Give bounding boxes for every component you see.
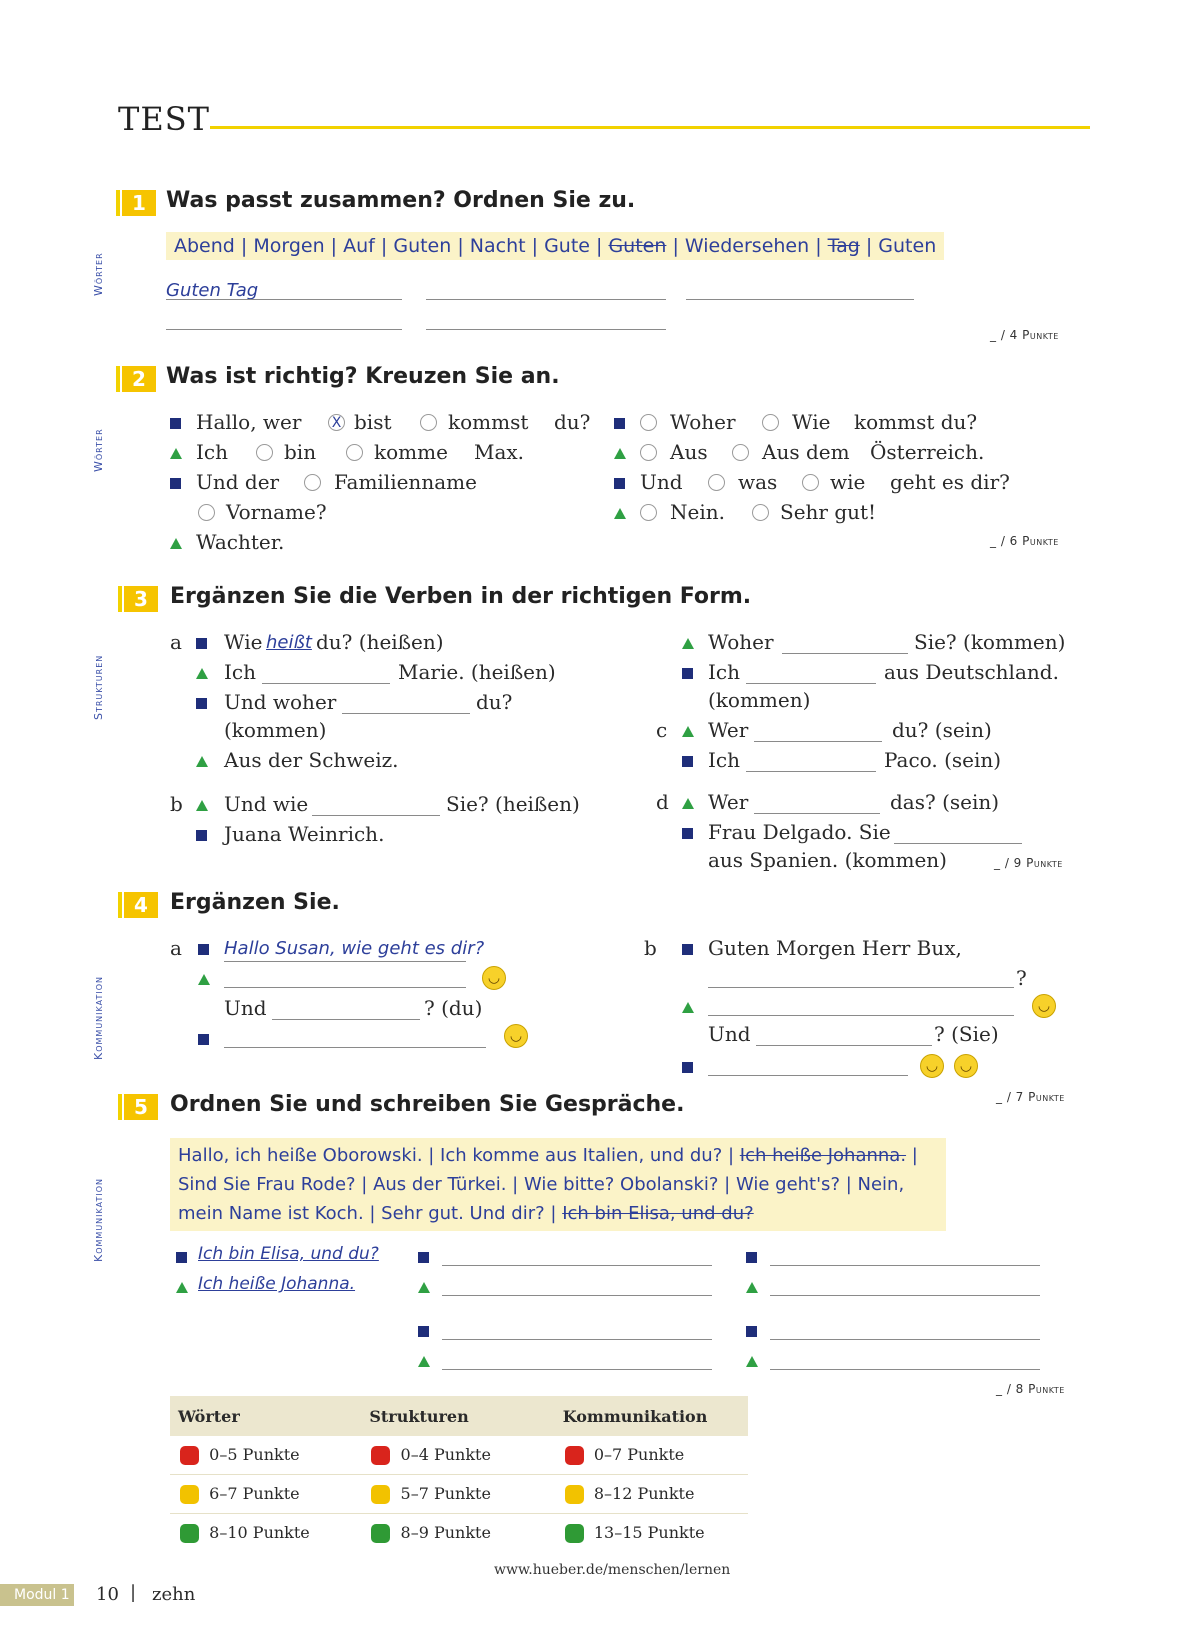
answer-line[interactable] [224,960,466,962]
item-letter: d [656,790,669,814]
table-cell [555,1523,748,1543]
table-cell [361,1523,554,1543]
text: Und [224,996,267,1020]
footer-url[interactable]: www.hueber.de/menschen/lernen [494,1562,731,1578]
checkbox[interactable] [802,474,819,491]
option-label: Nein. [670,500,725,524]
option-label: Wie [792,410,831,434]
answer-line[interactable] [770,1338,1040,1340]
speaker-a-square [746,1326,757,1337]
speaker-a-square [196,698,207,709]
word-used: Tag [827,235,860,257]
speaker-a-square [682,668,693,679]
smiley-icon: ◡ [504,1024,528,1048]
points-label: _ / 9 Punkte [994,856,1063,870]
side-label-kommunikation-1: Kommunikation [92,976,105,1060]
sentence-used: Ich heiße Johanna. [739,1145,907,1166]
table-cell [555,1445,748,1465]
checkbox[interactable] [732,444,749,461]
text: Und wie [224,792,309,816]
checkbox[interactable] [304,474,321,491]
speaker-a-square [418,1326,429,1337]
answer-line[interactable] [770,1294,1040,1296]
item-letter: b [644,936,657,960]
option-label: Aus [670,440,708,464]
answer-line[interactable] [708,1074,908,1076]
text: Juana Weinrich. [224,822,385,846]
text: (kommen) [708,688,811,712]
task-marker [118,1094,122,1120]
yellow-dot-icon [565,1485,584,1504]
sentence-box [170,1138,946,1231]
item-letter: b [170,792,183,816]
task-title: Ordnen Sie und schreiben Sie Gespräche. [170,1092,685,1117]
speaker-b-triangle [198,974,210,985]
speaker-b-triangle [682,1002,694,1013]
smiley-icon: ◡ [954,1054,978,1078]
score-table-header [170,1396,748,1436]
question-mark: ? [1016,966,1027,990]
answer-line[interactable] [708,986,1014,988]
text: Wie [224,630,263,654]
answer-line[interactable] [754,740,882,742]
speaker-b-triangle [614,508,626,519]
speaker-a-square [170,418,181,429]
text: Marie. (heißen) [398,660,556,684]
green-dot-icon [180,1524,199,1543]
table-row [170,1436,748,1475]
item-letter: a [170,936,182,960]
speaker-b-triangle [614,448,626,459]
cell-text: 0–4 Punkte [400,1445,491,1464]
speaker-b-triangle [196,668,208,679]
text: du? (heißen) [316,630,444,654]
checkbox[interactable] [708,474,725,491]
word: Nacht [469,235,526,257]
speaker-a-square [614,478,625,489]
option-label: wie [830,470,866,494]
task-number: 5 [124,1094,158,1120]
speaker-b-triangle [682,726,694,737]
side-label-strukturen: Strukturen [92,654,105,720]
option-label: Woher [670,410,736,434]
text: du? [554,410,591,434]
text: Max. [474,440,525,464]
word-box: Abend | Morgen | Auf | Guten | Nacht | Gute | Guten | Wiedersehen | Tag | Guten [166,232,944,260]
word: Wiedersehen [684,235,810,257]
task-marker [118,892,122,918]
answer-line[interactable] [442,1264,712,1266]
option-label: kommst [448,410,529,434]
text: aus Deutschland. [884,660,1059,684]
checkbox[interactable] [752,504,769,521]
cell-text: 8–12 Punkte [593,1484,695,1503]
answer-line[interactable] [746,682,876,684]
table-row [170,1475,748,1514]
speaker-b-triangle [170,538,182,549]
text: Und woher [224,690,337,714]
text: aus Spanien. (kommen) [708,848,947,872]
checkbox[interactable] [640,504,657,521]
title-rule [210,126,1090,129]
text: Und [640,470,683,494]
handwritten-answer: Hallo Susan, wie geht es dir? [224,938,485,959]
text: Österreich. [870,440,985,464]
sentence-line [178,1141,938,1170]
points-label: _ / 4 Punkte [990,328,1059,342]
cell-text: 8–10 Punkte [209,1523,310,1542]
table-cell [361,1445,554,1465]
answer-line[interactable] [312,814,440,816]
task-marker [116,190,120,216]
answer-line[interactable] [342,712,470,714]
checkbox[interactable] [762,414,779,431]
speaker-a-square [746,1252,757,1263]
page-title: TEST [118,100,210,138]
speaker-b-triangle [746,1356,758,1367]
red-dot-icon [180,1446,199,1465]
speaker-a-square [196,638,207,649]
text: Ich [708,660,740,684]
speaker-a-square [682,1062,693,1073]
side-label-kommunikation-2: Kommunikation [92,1178,105,1262]
text: Ich [708,748,740,772]
text: Wer [708,790,749,814]
speaker-a-square [682,944,693,955]
handwritten-answer: heißt [266,632,312,653]
speaker-a-square [614,418,625,429]
option-label: Familienname [334,470,477,494]
word: Morgen [253,235,325,257]
text: geht es dir? [890,470,1010,494]
text: ? (Sie) [934,1022,999,1046]
red-dot-icon [565,1446,584,1465]
answer-line[interactable] [442,1338,712,1340]
speaker-b-triangle [176,1282,188,1293]
answer-line[interactable] [686,298,914,300]
task-marker [118,586,122,612]
points-label: _ / 6 Punkte [990,534,1059,548]
text: ? (du) [424,996,483,1020]
item-letter: c [656,718,668,742]
side-label-woerter-2: Wörter [92,428,105,472]
smiley-icon: ◡ [920,1054,944,1078]
speaker-b-triangle [418,1356,430,1367]
table-cell [170,1523,361,1543]
task-title: Ergänzen Sie. [170,890,340,915]
cell-text: 5–7 Punkte [400,1484,491,1503]
answer-line[interactable] [262,682,390,684]
text: Ich [196,440,228,464]
word: Guten [878,235,937,257]
answer-line[interactable] [754,812,880,814]
task-number: 3 [124,586,158,612]
item-letter: a [170,630,182,654]
sentence-line: Sind Sie Frau Rode? | Aus der Türkei. | Wie bitte? Obolanski? | Wie geht's? | Nein, [178,1174,905,1195]
cell-text: 8–9 Punkte [400,1523,491,1542]
points-label: _ / 8 Punkte [996,1382,1065,1396]
handwritten-answer: Ich heiße Johanna. [198,1274,356,1294]
checkbox[interactable] [420,414,437,431]
answer-line[interactable] [166,328,402,330]
word: Gute [544,235,590,257]
table-row [170,1514,748,1552]
text: du? (sein) [892,718,992,742]
speaker-a-square [176,1252,187,1263]
text: Sie? (heißen) [446,792,580,816]
word: Abend [174,235,235,257]
speaker-a-square [682,828,693,839]
speaker-b-triangle [746,1282,758,1293]
task-title: Was ist richtig? Kreuzen Sie an. [166,364,560,389]
text: Paco. (sein) [884,748,1002,772]
task-title: Ergänzen Sie die Verben in der richtigen Form. [170,584,752,609]
answer-line[interactable] [166,298,402,300]
option-label: bist [354,410,392,434]
answer-line[interactable] [442,1368,712,1370]
option-label: was [738,470,778,494]
checkbox[interactable] [256,444,273,461]
cell-text: 13–15 Punkte [593,1523,705,1542]
text: Ich [224,660,256,684]
text: Woher [708,630,774,654]
task-marker [116,366,120,392]
smiley-icon: ◡ [482,966,506,990]
checkbox-checked[interactable] [328,414,345,431]
text: Frau Delgado. Sie [708,820,891,844]
green-dot-icon [565,1524,584,1543]
word-used: Guten [608,235,667,257]
green-dot-icon [371,1524,390,1543]
answer-line[interactable] [894,842,1022,844]
speaker-a-square [170,478,181,489]
answer-line[interactable] [442,1294,712,1296]
answer-line[interactable] [272,1018,420,1020]
speaker-a-square [682,756,693,767]
table-cell [361,1484,554,1504]
answer-line[interactable] [756,1044,932,1046]
text: du? [476,690,513,714]
table-cell [170,1445,361,1465]
module-tab: Modul 1 [0,1584,74,1606]
text: Aus der Schweiz. [224,748,399,772]
option-label: Vorname? [226,500,327,524]
text: Wachter. [196,530,285,554]
speaker-b-triangle [196,756,208,767]
yellow-dot-icon [180,1485,199,1504]
cross-mark: X [331,414,342,431]
score-table [170,1396,748,1552]
sentence-text: Hallo, ich heiße Oborowski. | Ich komme aus Italien, und du? | [178,1145,735,1166]
answer-line[interactable] [224,986,466,988]
side-label-woerter-1: Wörter [92,252,105,296]
text: das? (sein) [890,790,1000,814]
header-cell: Strukturen [369,1406,469,1426]
cell-text: 6–7 Punkte [209,1484,300,1503]
smiley-icon: ◡ [1032,994,1056,1018]
text: Und [708,1022,751,1046]
table-cell [555,1484,748,1504]
header-cell: Kommunikation [562,1406,708,1426]
text: Und der [196,470,280,494]
option-label: bin [284,440,317,464]
answer-line[interactable] [770,1368,1040,1370]
checkbox[interactable] [640,444,657,461]
speaker-a-square [198,1034,209,1045]
page-number-word: zehn [152,1584,196,1605]
answer-line[interactable] [770,1264,1040,1266]
answer-line[interactable] [708,1014,1014,1016]
word: Guten [393,235,452,257]
task-number: 4 [124,892,158,918]
cell-text: 0–7 Punkte [593,1445,685,1464]
task-number: 1 [122,190,156,216]
checkbox[interactable] [346,444,363,461]
header-cell: Wörter [178,1406,240,1426]
separator: | [911,1145,918,1166]
text: Guten Morgen Herr Bux, [708,936,962,960]
option-label: Sehr gut! [780,500,877,524]
answer-line[interactable] [782,652,908,654]
handwritten-answer: Ich bin Elisa, und du? [198,1244,379,1264]
task-title: Was passt zusammen? Ordnen Sie zu. [166,188,636,213]
option-label: komme [374,440,448,464]
answer-line[interactable] [746,770,876,772]
text: kommst du? [854,410,978,434]
sentence-line [178,1199,938,1228]
text: (kommen) [224,718,327,742]
points-label: _ / 7 Punkte [996,1090,1065,1104]
checkbox[interactable] [640,414,657,431]
table-cell [170,1484,361,1504]
speaker-b-triangle [196,800,208,811]
checkbox[interactable] [198,504,215,521]
word: Auf [343,235,375,257]
text: Sie? (kommen) [914,630,1066,654]
text: Hallo, wer [196,410,302,434]
sentence-used: Ich bin Elisa, und du? [562,1203,754,1224]
speaker-a-square [196,830,207,841]
speaker-a-square [418,1252,429,1263]
option-label: Aus dem [762,440,850,464]
speaker-b-triangle [682,638,694,649]
text: Wer [708,718,749,742]
sentence-text: mein Name ist Koch. | Sehr gut. Und dir? | [178,1203,557,1224]
answer-line[interactable] [224,1046,486,1048]
cell-text: 0–5 Punkte [209,1445,300,1464]
red-dot-icon [371,1446,390,1465]
speaker-a-square [198,944,209,955]
page-number: 10 [96,1584,119,1605]
handwritten-answer: Guten Tag [166,280,259,301]
page-separator: | [130,1582,137,1603]
speaker-b-triangle [170,448,182,459]
speaker-b-triangle [682,798,694,809]
speaker-b-triangle [418,1282,430,1293]
answer-line[interactable] [426,298,666,300]
task-number: 2 [122,366,156,392]
yellow-dot-icon [371,1485,390,1504]
answer-line[interactable] [426,328,666,330]
